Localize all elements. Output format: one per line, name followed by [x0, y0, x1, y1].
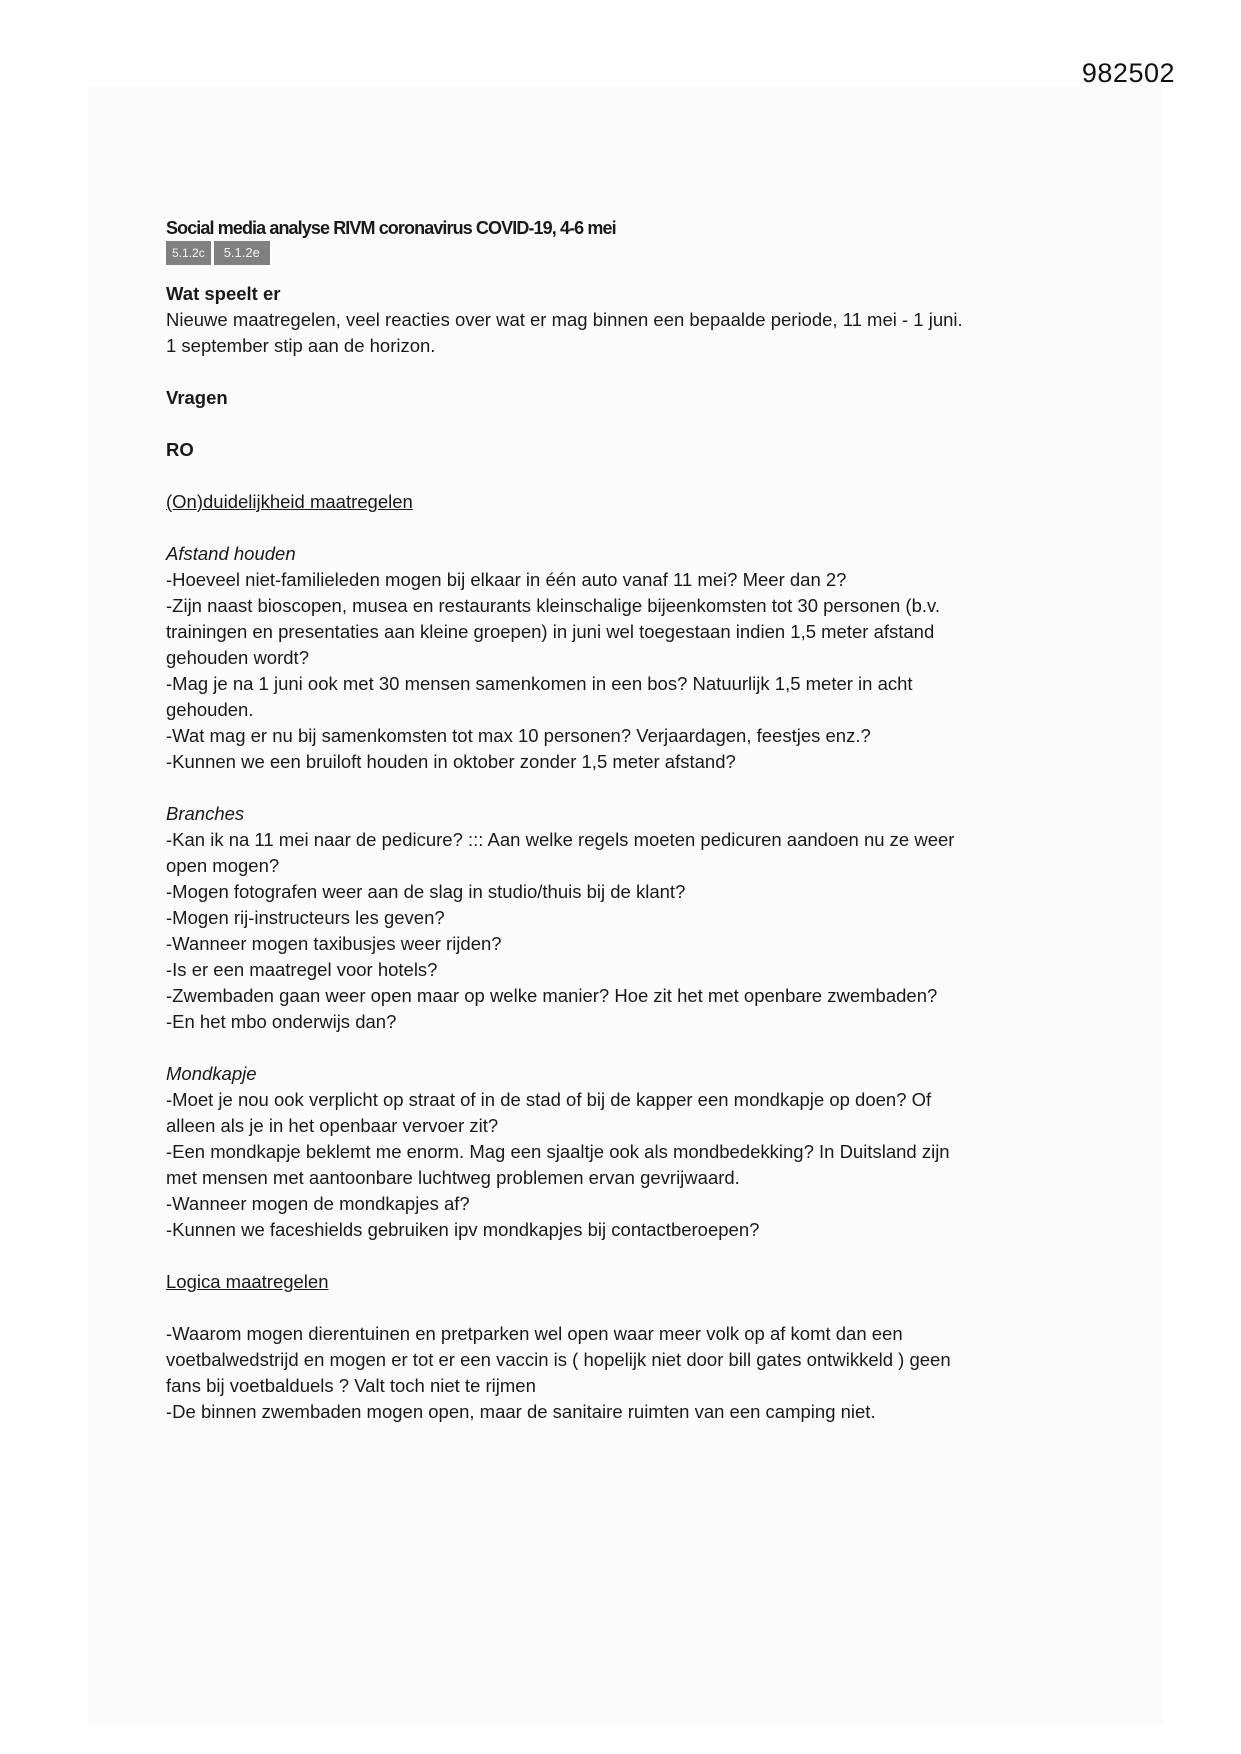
question-line: -De binnen zwembaden mogen open, maar de sanitaire ruimten van een camping niet. [166, 1401, 876, 1422]
document-body [166, 216, 1046, 1425]
question-line: -Mogen fotografen weer aan de slag in studio/thuis bij de klant? [166, 881, 686, 902]
question-line: -Kunnen we faceshields gebruiken ipv mondkapjes bij contactberoepen? [166, 1219, 760, 1240]
question-line: alleen als je in het openbaar vervoer zit? [166, 1115, 499, 1136]
redaction-badges [166, 241, 1046, 265]
section-heading-vragen: Vragen [166, 387, 228, 408]
question-line: -Is er een maatregel voor hotels? [166, 959, 438, 980]
question-line: -Kunnen we een bruiloft houden in oktober zonder 1,5 meter afstand? [166, 751, 736, 772]
question-line: -Wanneer mogen de mondkapjes af? [166, 1193, 470, 1214]
question-line: -Kan ik na 11 mei naar de pedicure? ::: Aan welke regels moeten pedicuren aandoen nu ze weer [166, 829, 955, 850]
question-line: -Zwembaden gaan weer open maar op welke manier? Hoe zit het met openbare zwembaden? [166, 985, 938, 1006]
question-line: -Waarom mogen dierentuinen en pretparken wel open waar meer volk op af komt dan een [166, 1323, 903, 1344]
document-number: 982502 [1081, 58, 1175, 88]
section-heading-wat-speelt-er: Wat speelt er [166, 283, 281, 304]
subheading-mondkapje: Mondkapje [166, 1063, 257, 1084]
section-heading-logica: Logica maatregelen [166, 1271, 329, 1292]
redaction-badge-512c: 5.1.2c [166, 241, 211, 265]
question-line: fans bij voetbalduels ? Valt toch niet te rijmen [166, 1375, 536, 1396]
section-heading-ro: RO [166, 439, 194, 460]
question-line: -Mogen rij-instructeurs les geven? [166, 907, 445, 928]
redaction-badge-512e: 5.1.2e [214, 241, 270, 265]
question-line: -Hoeveel niet-familieleden mogen bij elkaar in één auto vanaf 11 mei? Meer dan 2? [166, 569, 847, 590]
question-line: -Een mondkapje beklemt me enorm. Mag een sjaaltje ook als mondbedekking? In Duitsland zijn [166, 1141, 950, 1162]
question-line: -Moet je nou ook verplicht op straat of in de stad of bij de kapper een mondkapje op doen? Of [166, 1089, 932, 1110]
paragraph-line: Nieuwe maatregelen, veel reacties over wat er mag binnen een bepaalde periode, 11 mei - 1 juni. [166, 309, 963, 330]
question-line: voetbalwedstrijd en mogen er tot er een vaccin is ( hopelijk niet door bill gates ontwikkeld ) geen [166, 1349, 951, 1370]
document-title: Social media analyse RIVM coronavirus COVID-19, 4-6 mei [166, 218, 616, 238]
question-line: -Zijn naast bioscopen, musea en restaurants kleinschalige bijeenkomsten tot 30 personen (b.v. [166, 595, 941, 616]
question-line: open mogen? [166, 855, 280, 876]
question-line: gehouden wordt? [166, 647, 309, 668]
question-line: met mensen met aantoonbare luchtweg problemen ervan gevrijwaard. [166, 1167, 740, 1188]
question-line: -Wat mag er nu bij samenkomsten tot max 10 personen? Verjaardagen, feestjes enz.? [166, 725, 871, 746]
question-line: gehouden. [166, 699, 254, 720]
subheading-branches: Branches [166, 803, 245, 824]
question-line: -Mag je na 1 juni ook met 30 mensen samenkomen in een bos? Natuurlijk 1,5 meter in acht [166, 673, 913, 694]
paragraph-line: 1 september stip aan de horizon. [166, 335, 436, 356]
section-heading-onduidelijkheid: (On)duidelijkheid maatregelen [166, 491, 413, 512]
question-line: -Wanneer mogen taxibusjes weer rijden? [166, 933, 502, 954]
question-line: -En het mbo onderwijs dan? [166, 1011, 397, 1032]
subheading-afstand-houden: Afstand houden [166, 543, 296, 564]
question-line: trainingen en presentaties aan kleine groepen) in juni wel toegestaan indien 1,5 meter afstand [166, 621, 935, 642]
